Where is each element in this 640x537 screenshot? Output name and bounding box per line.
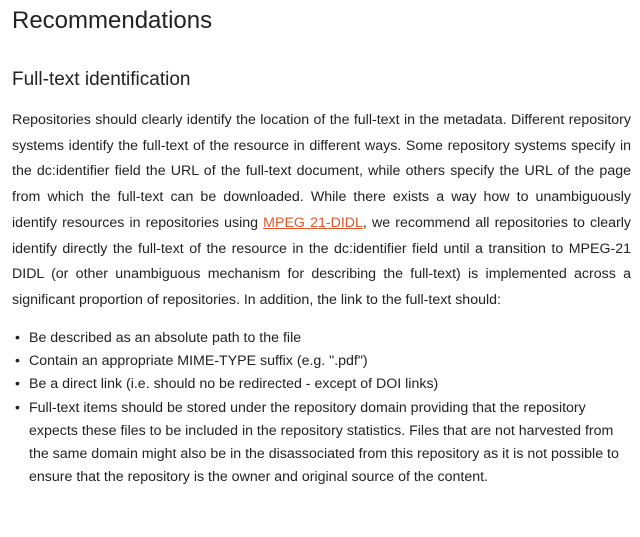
list-item-text: Be described as an absolute path to the file bbox=[29, 329, 302, 346]
bullet-icon: • bbox=[15, 399, 20, 416]
section-title: Full-text identification bbox=[12, 69, 191, 90]
list-item bbox=[12, 373, 631, 396]
list-item-text: Be a direct link (i.e. should no be redirected - except of DOI links) bbox=[29, 376, 439, 393]
paragraph-text-before-link: Repositories should clearly identify the location of the full-text in the metadata. Different repository systems identify the full-text of the resource in different ways. Some repository systems specify in the dc:identifier field the URL of the full-text document, while others specify the URL of the page from which the full-text can be downloaded. While there exists a way how to unambiguously identify resources in repositories using bbox=[12, 112, 631, 231]
bullet-icon: • bbox=[15, 352, 20, 369]
list-item bbox=[12, 397, 631, 490]
list-item-text: Full-text items should be stored under the repository domain providing that the repository expects these files to be included in the repository statistics. Files that are not harvested from the same domain might also be in the disassociated from this repository as it is not possible to ensure that the repository is the owner and original source of the content. bbox=[29, 399, 619, 486]
bullet-icon: • bbox=[15, 376, 20, 393]
page-title: Recommendations bbox=[12, 7, 213, 34]
list-item bbox=[12, 327, 631, 350]
requirements-list bbox=[12, 327, 631, 490]
mpeg21-didl-link[interactable]: MPEG 21-DIDL bbox=[263, 214, 363, 231]
list-item bbox=[12, 350, 631, 373]
list-item-text: Contain an appropriate MIME-TYPE suffix (e.g. ".pdf") bbox=[29, 352, 368, 369]
document-page bbox=[12, 0, 631, 490]
paragraph-text-after-link: , we recommend all repositories to clearly identify directly the full-text of the resource in the dc:identifier field until a transition to MPEG-21 DIDL (or other unambiguous mechanism for describing the full-text) is implemented across a significant proportion of repositories. In addition, the link to the full-text should: bbox=[12, 214, 631, 308]
body-paragraph bbox=[12, 108, 631, 314]
bullet-icon: • bbox=[15, 329, 20, 346]
